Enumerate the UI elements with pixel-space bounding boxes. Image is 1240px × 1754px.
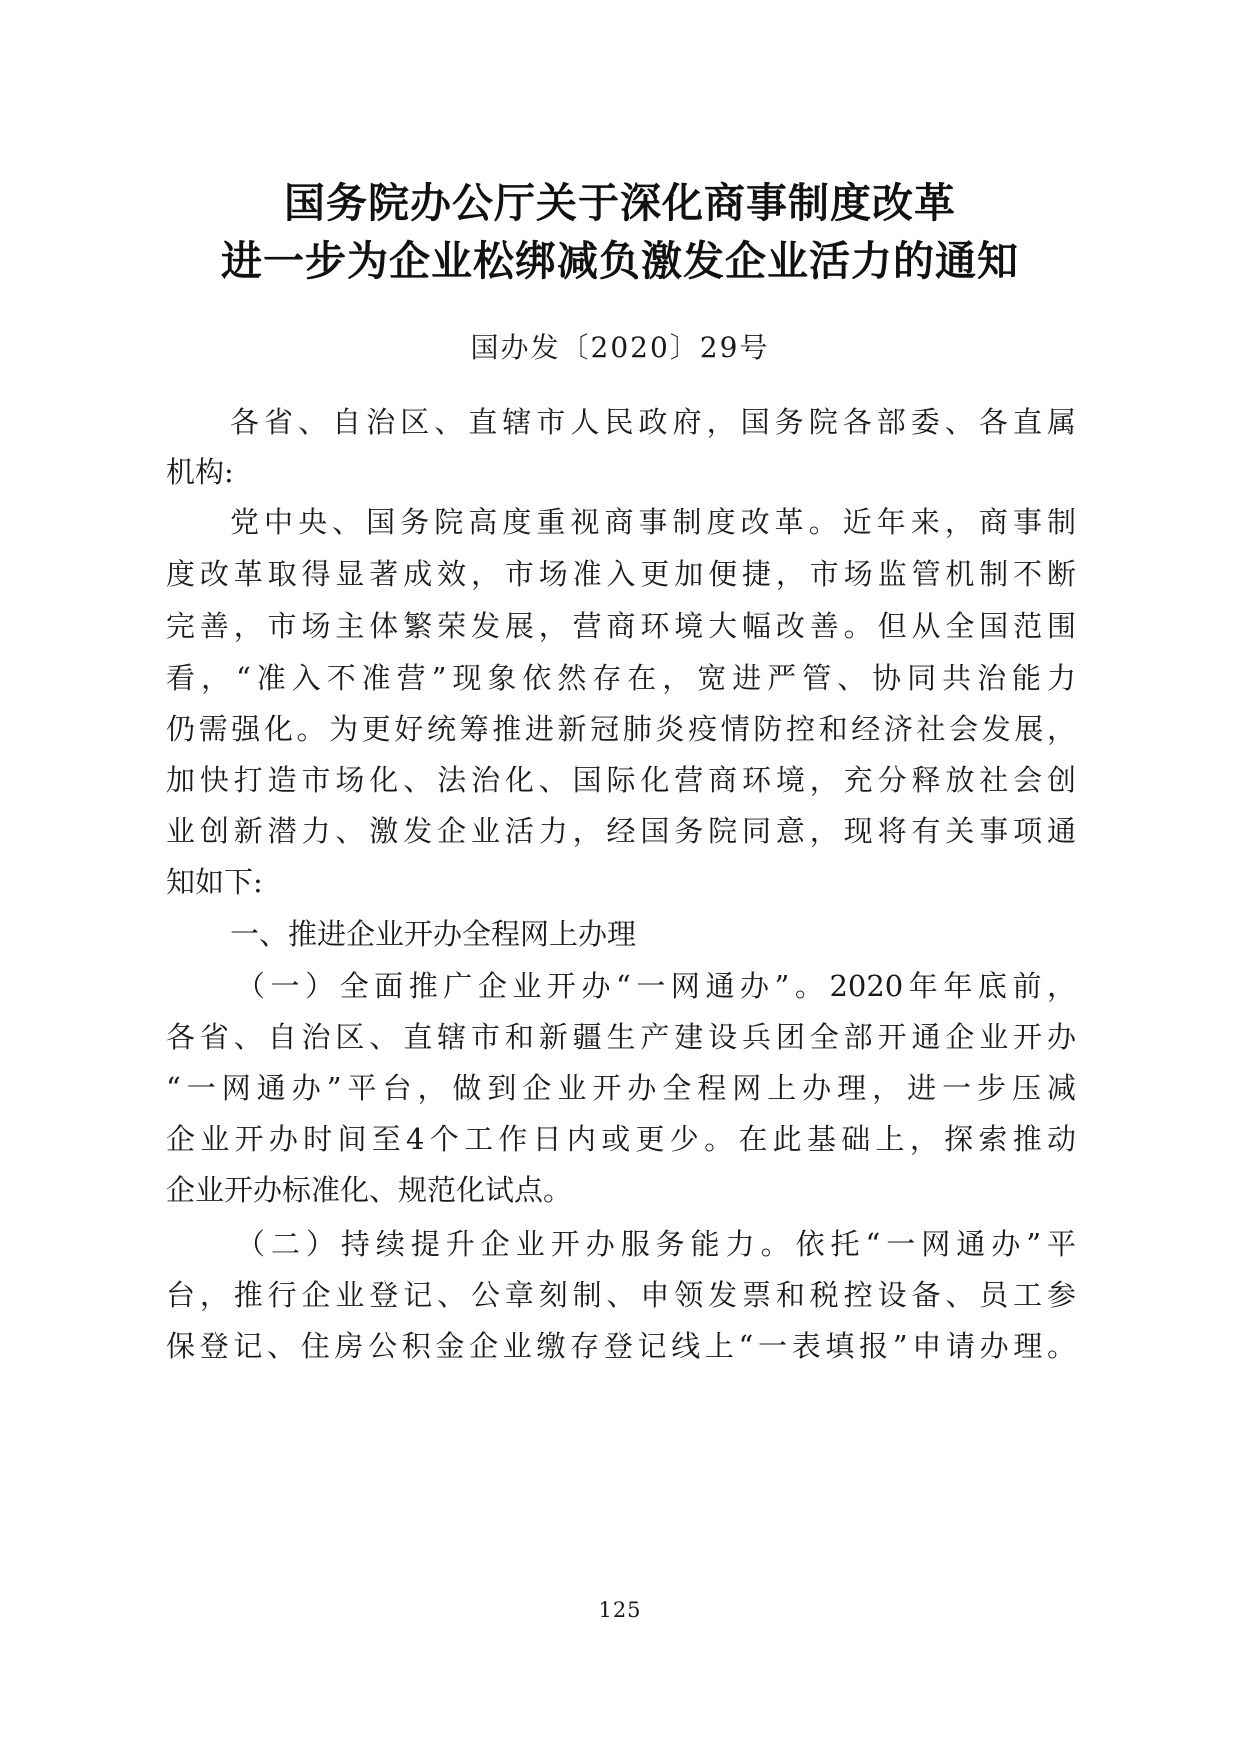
body-line: 保登记、住房公积金企业缴存登记线上“一表填报”申请办理。 [166, 1329, 1076, 1363]
body-line: 企业开办标准化、规范化试点。 [166, 1173, 573, 1207]
document-title-line-2: 进一步为企业松绑减负激发企业活力的通知 [221, 237, 1019, 285]
body-line: 完善，市场主体繁荣发展，营商环境大幅改善。但从全国范围 [166, 609, 1076, 643]
body-line: 业创新潜力、激发企业活力，经国务院同意，现将有关事项通 [166, 814, 1076, 848]
body-line: 加快打造市场化、法治化、国际化营商环境，充分释放社会创 [166, 763, 1076, 797]
document-number: 国办发〔2020〕29号 [470, 331, 770, 364]
body-line: 台，推行企业登记、公章刻制、申领发票和税控设备、员工参 [166, 1278, 1076, 1312]
body-line: （一）全面推广企业开办“一网通办”。2020年年底前， [236, 969, 1076, 1003]
body-line: 各省、自治区、直辖市和新疆生产建设兵团全部开通企业开办 [166, 1020, 1076, 1054]
body-line: 各省、自治区、直辖市人民政府，国务院各部委、各直属 [230, 405, 1076, 439]
body-line: 仍需强化。为更好统筹推进新冠肺炎疫情防控和经济社会发展， [166, 712, 1076, 746]
body-line: “一网通办”平台，做到企业开办全程网上办理，进一步压减 [166, 1071, 1076, 1105]
body-line: 知如下: [166, 865, 263, 899]
body-line: 党中央、国务院高度重视商事制度改革。近年来，商事制 [230, 505, 1076, 539]
page-number: 125 [598, 1598, 642, 1622]
section-heading: 一、推进企业开办全程网上办理 [230, 917, 637, 951]
body-line: 机构: [166, 455, 234, 489]
body-line: （二）持续提升企业开办服务能力。依托“一网通办”平 [236, 1227, 1076, 1261]
document-title-line-1: 国务院办公厅关于深化商事制度改革 [284, 179, 956, 227]
body-line: 企业开办时间至4个工作日内或更少。在此基础上，探索推动 [166, 1122, 1076, 1156]
body-line: 度改革取得显著成效，市场准入更加便捷，市场监管机制不断 [166, 557, 1076, 591]
body-line: 看，“准入不准营”现象依然存在，宽进严管、协同共治能力 [166, 661, 1076, 695]
